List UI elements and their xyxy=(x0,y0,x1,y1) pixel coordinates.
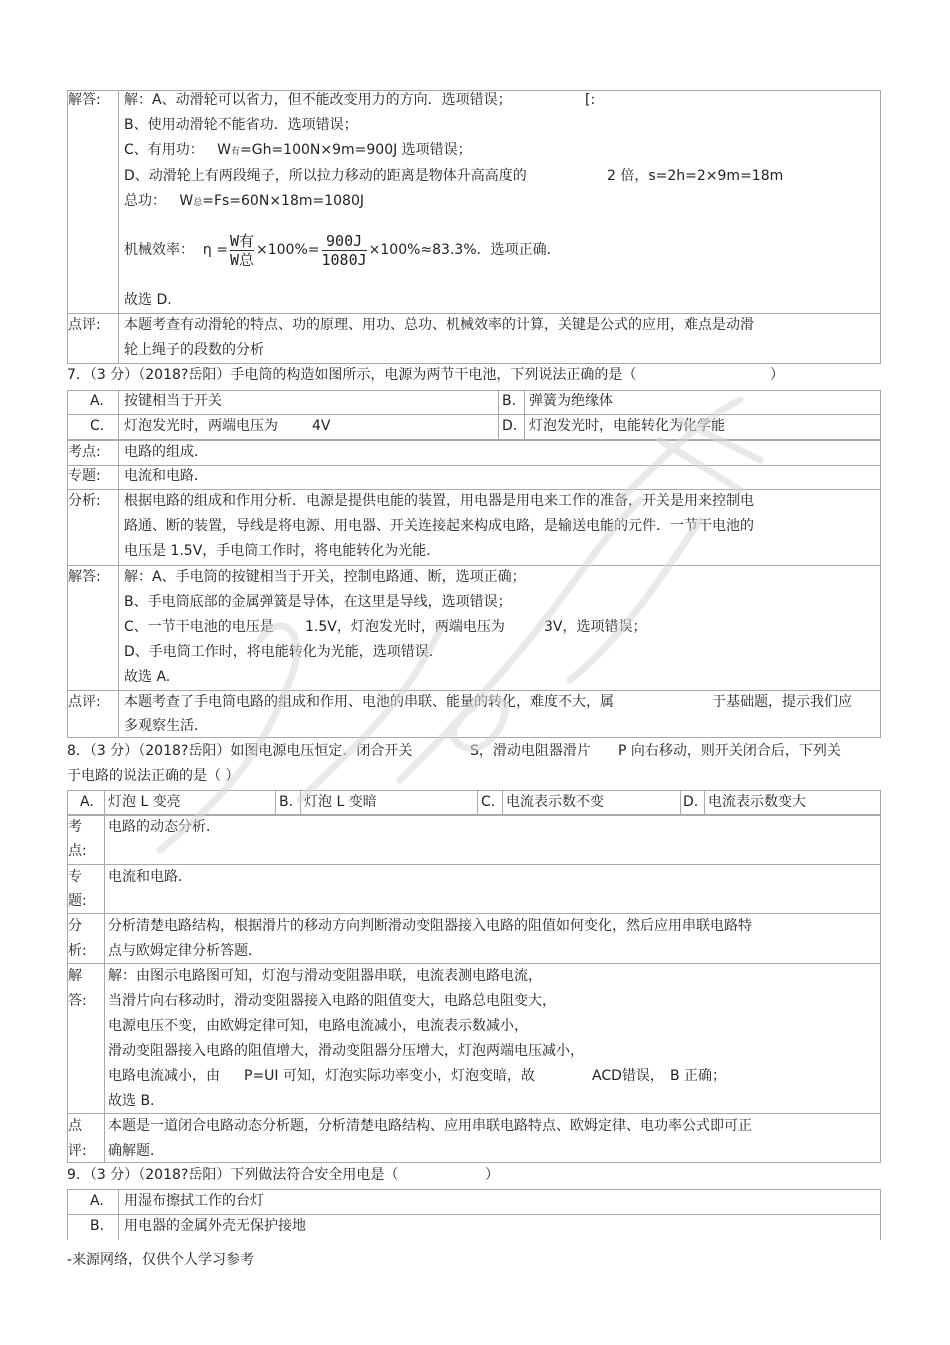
q6-answer-line4b: 2 倍，s=2h=2×9m=18m xyxy=(607,168,784,184)
q8-option-a: 灯泡 L 变亮 xyxy=(108,794,181,810)
q7-jieda-line5: 故选 A. xyxy=(124,669,171,685)
q8-option-d-key: D. xyxy=(683,794,699,810)
q8-stem-1b: S，滑动电阻器滑片 xyxy=(470,743,591,759)
q7-stem-end: ） xyxy=(770,367,784,383)
q8-jieda-line2: 当滑片向右移动时，滑动变阻器接入电路的阻值变大，电路总电阻变大， xyxy=(108,993,556,1009)
q9-stem: 9．（3 分）（2018?岳阳）下列做法符合安全用电是（ xyxy=(67,1167,399,1183)
q7-dianping-line1b: 于基础题，提示我们应 xyxy=(712,694,852,710)
q8-zhuanti-label-1: 专 xyxy=(68,869,82,885)
q8-jieda-line5d: B 正确； xyxy=(670,1068,727,1084)
q9-option-b: 用电器的金属外壳无保护接地 xyxy=(124,1218,306,1234)
q6-answer-label: 解答: xyxy=(68,92,101,108)
q7-jieda-line3c: 3V，选项错误； xyxy=(544,619,647,635)
q7-option-a: 按键相当于开关 xyxy=(124,393,222,409)
q8-dianping-label-1: 点 xyxy=(68,1118,82,1134)
q8-option-b-key: B. xyxy=(279,794,294,810)
q8-jieda-line1: 解：由图示电路图可知，灯泡与滑动变阻器串联，电流表测电路电流， xyxy=(108,968,542,984)
q8-kaodian-label-1: 考 xyxy=(68,819,82,835)
q7-option-d-key: D. xyxy=(502,418,518,434)
q8-fenxi-line1: 分析清楚电路结构，根据滑片的移动方向判断滑动变阻器接入电路的阻值如何变化，然后应用串联电路特 xyxy=(108,918,752,934)
q6-comment-label: 点评: xyxy=(68,317,101,333)
q6-answer-line4a: D、动滑轮上有两段绳子，所以拉力移动的距离是物体升高高度的 xyxy=(124,168,527,184)
q6-efficiency-formula: 机械效率： η = $\frac{\text{W有}}{\text{W总}}$ ×100%= $\frac{900J}{1080J}$ ×100%≈83.3%．选项正确． xyxy=(124,231,561,269)
q8-jieda-line6: 故选 B. xyxy=(108,1093,155,1109)
footer-note: -来源网络，仅供个人学习参考 xyxy=(67,1252,255,1268)
q8-zhuanti: 电流和电路． xyxy=(108,869,192,885)
q7-jieda-line1: 解：A、手电筒的按键相当于开关，控制电路通、断，选项正确； xyxy=(124,569,526,585)
q7-option-a-key: A. xyxy=(90,393,104,409)
q7-option-c-key: C. xyxy=(90,418,105,434)
q7-fenxi-line1: 根据电路的组成和作用分析．电源是提供电能的装置，用电器是用电来工作的准备，开关是用来控制电 xyxy=(124,493,754,509)
q8-stem-2: 于电路的说法正确的是（ ） xyxy=(67,768,240,784)
q7-jieda-line2: B、手电筒底部的金属弹簧是导体，在这里是导线，选项错误； xyxy=(124,594,512,610)
q8-jieda-line5b: P=UI 可知，灯泡实际功率变小，灯泡变暗，故 xyxy=(244,1068,535,1084)
q7-zhuanti: 电流和电路． xyxy=(124,468,208,484)
q8-jieda-line5c: ACD错误， xyxy=(592,1068,664,1084)
q8-kaodian: 电路的动态分析． xyxy=(108,819,220,835)
q7-option-d: 灯泡发光时，电能转化为化学能 xyxy=(529,418,725,434)
q7-jieda-line3b: 1.5V，灯泡发光时，两端电压为 xyxy=(305,619,505,635)
q9-option-a-key: A. xyxy=(90,1193,104,1209)
q8-zhuanti-label-2: 题: xyxy=(68,893,87,909)
q9-option-b-key: B. xyxy=(90,1218,105,1234)
q8-option-b: 灯泡 L 变暗 xyxy=(304,794,377,810)
q6-comment-line1: 本题考查有动滑轮的特点、功的原理、用功、总功、机械效率的计算，关键是公式的应用，难点是动滑 xyxy=(124,317,754,333)
q8-option-a-key: A. xyxy=(80,794,94,810)
q7-stem: 7．（3 分）（2018?岳阳）手电筒的构造如图所示，电源为两节干电池，下列说法正确的是（ xyxy=(67,367,637,383)
q8-stem-1c: P 向右移动，则开关闭合后，下列关 xyxy=(618,743,841,759)
q8-fenxi-label-2: 析: xyxy=(68,943,87,959)
q7-option-b-key: B. xyxy=(502,393,517,409)
q8-dianping-line1: 本题是一道闭合电路动态分析题，分析清楚电路结构、应用串联电路特点、欧姆定律、电功率公式即可正 xyxy=(108,1118,752,1134)
q9-stem-end: ） xyxy=(485,1167,499,1183)
q7-option-c-value: 4V xyxy=(312,418,331,434)
q6-answer-line3: C、有用功： W有=Gh=100N×9m=900J 选项错误； xyxy=(124,142,472,158)
q7-jieda-line4: D、手电筒工作时，将电能转化为光能，选项错误． xyxy=(124,644,443,660)
q6-answer-line2: B、使用动滑轮不能省功．选项错误； xyxy=(124,117,358,133)
q7-kaodian: 电路的组成． xyxy=(124,444,208,460)
q8-jieda-label-1: 解 xyxy=(68,968,82,984)
q8-jieda-line3: 电源电压不变，由欧姆定律可知，电路电流减小，电流表示数减小， xyxy=(108,1018,528,1034)
q7-jieda-line3a: C、一节干电池的电压是 xyxy=(124,619,274,635)
q8-fenxi-line2: 点与欧姆定律分析答题． xyxy=(108,943,262,959)
q9-option-a: 用湿布擦拭工作的台灯 xyxy=(124,1193,264,1209)
q7-fenxi-label: 分析: xyxy=(68,493,101,509)
q6-answer-line5: 总功： W总=Fs=60N×18m=1080J xyxy=(124,193,364,209)
q8-jieda-line5a: 电路电流减小，由 xyxy=(108,1068,220,1084)
q7-zhuanti-label: 专题: xyxy=(68,468,101,484)
q7-fenxi-line3: 电压是 1.5V，手电筒工作时，将电能转化为光能． xyxy=(124,543,441,559)
q8-kaodian-label-2: 点: xyxy=(68,843,87,859)
q7-kaodian-label: 考点: xyxy=(68,444,101,460)
q8-option-c: 电流表示数不变 xyxy=(506,794,604,810)
q7-dianping-line2: 多观察生活． xyxy=(124,718,208,734)
q8-jieda-line4: 滑动变阻器接入电路的阻值增大，滑动变阻器分压增大，灯泡两端电压减小， xyxy=(108,1043,584,1059)
q8-jieda-label-2: 答: xyxy=(68,993,87,1009)
q6-answer-line1-tail: [: xyxy=(585,92,596,108)
q7-option-c: 灯泡发光时，两端电压为 xyxy=(124,418,278,434)
q7-dianping-label: 点评: xyxy=(68,694,101,710)
q8-option-d: 电流表示数变大 xyxy=(708,794,806,810)
q8-stem-1a: 8．（3 分）（2018?岳阳）如图电源电压恒定．闭合开关 xyxy=(67,743,413,759)
q8-dianping-label-2: 评: xyxy=(68,1143,87,1159)
q6-answer-line1: 解：A、动滑轮可以省力，但不能改变用力的方向．选项错误； xyxy=(124,92,512,108)
q8-fenxi-label-1: 分 xyxy=(68,918,82,934)
q6-answer-choice: 故选 D. xyxy=(124,292,172,308)
q7-fenxi-line2: 路通、断的装置，导线是将电源、用电器、开关连接起来构成电路，是输送电能的元件．一节干电池的 xyxy=(124,518,754,534)
q7-dianping-line1a: 本题考查了手电筒电路的组成和作用、电池的串联、能量的转化，难度不大，属 xyxy=(124,694,614,710)
q7-option-b: 弹簧为绝缘体 xyxy=(529,393,613,409)
q6-comment-line2: 轮上绳子的段数的分析 xyxy=(124,342,264,358)
q7-jieda-label: 解答: xyxy=(68,569,101,585)
q8-dianping-line2: 确解题． xyxy=(108,1143,164,1159)
q8-option-c-key: C. xyxy=(481,794,496,810)
